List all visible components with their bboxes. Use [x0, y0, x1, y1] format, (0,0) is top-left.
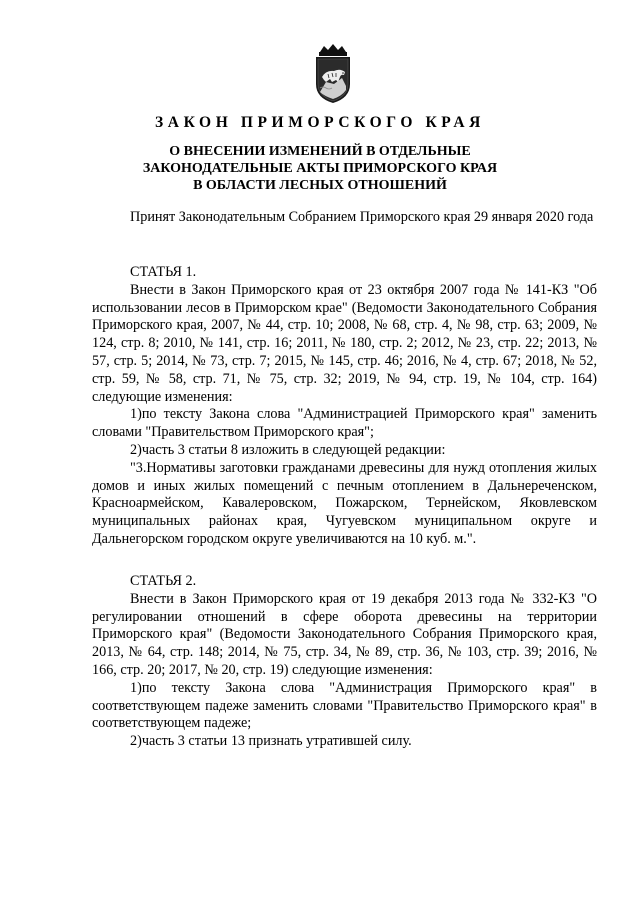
article-2-intro: Внести в Закон Приморского края от 19 декабря 2013 года № 332-КЗ "О регулировании отношений в сфере оборота древесины на территории Приморского края" (Ведомости Законодательного Собрания Приморского края, 2013, № 64, стр. 148; 2014, № 75, стр. 34, № 89, стр. 36, № 103, стр. 39; 2016, № 166, стр. 20; 2017, № 20, стр. 19) следующие изменения: — [92, 590, 597, 678]
primorsky-krai-coat-of-arms-icon — [302, 44, 364, 104]
subtitle-line: О ВНЕСЕНИИ ИЗМЕНЕНИЙ В ОТДЕЛЬНЫЕ — [169, 144, 471, 159]
subtitle-line: В ОБЛАСТИ ЛЕСНЫХ ОТНОШЕНИЙ — [193, 178, 447, 193]
law-subtitle — [0, 143, 640, 194]
article-1 — [92, 264, 597, 549]
adoption-note-block — [92, 209, 597, 227]
article-2 — [92, 573, 597, 751]
article-1-intro: Внести в Закон Приморского края от 23 октября 2007 года № 141-КЗ "Об использовании лесов в Приморском крае" (Ведомости Законодательного Собрания Приморского края, 2007, № 44, стр. 10; 2008, № 68, стр. 4, № 98, стр. 63; 2009, № 124, стр. 8; 2010, № 141, стр. 16; 2011, № 180, стр. 2; 2012, № 23, стр. 22; 2013, № 57, стр. 5; 2014, № 73, стр. 7; 2015, № 145, стр. 46; 2016, № 4, стр. 67; 2018, № 52, стр. 59, № 58, стр. 71, № 75, стр. 32; 2019, № 94, стр. 19, № 104, стр. 164) следующие изменения: — [92, 281, 597, 405]
adoption-note: Принят Законодательным Собранием Приморского края 29 января 2020 года — [130, 209, 594, 225]
subtitle-line: ЗАКОНОДАТЕЛЬНЫЕ АКТЫ ПРИМОРСКОГО КРАЯ — [142, 161, 498, 176]
article-1-heading: СТАТЬЯ 1. — [130, 264, 197, 280]
article-2-heading: СТАТЬЯ 2. — [130, 573, 197, 589]
article-1-item-2: 2)часть 3 статьи 8 изложить в следующей редакции: — [130, 441, 446, 458]
article-1-item-1: 1)по тексту Закона слова "Администрацией Приморского края" заменить словами "Правительством Приморского края"; — [92, 406, 597, 441]
law-title: ЗАКОН ПРИМОРСКОГО КРАЯ — [155, 114, 485, 131]
article-1-quote: "3.Нормативы заготовки гражданами древесины для нужд отопления жилых домов и иных жилых помещений с печным отоплением в Дальнереченском, Красноармейском, Кавалеровском, Пожарском, Тернейском, Яковлевском муниципальных районах края, Чугуевском муниципальном округе и Дальнегорском городском округе увеличиваются на 10 куб. м.". — [92, 459, 597, 547]
article-2-item-1: 1)по тексту Закона слова "Администрация Приморского края" в соответствующем падеже заменить словами "Правительство Приморского края" в соответствующем падеже; — [92, 679, 597, 732]
article-2-item-2: 2)часть 3 статьи 13 признать утратившей силу. — [130, 733, 412, 750]
